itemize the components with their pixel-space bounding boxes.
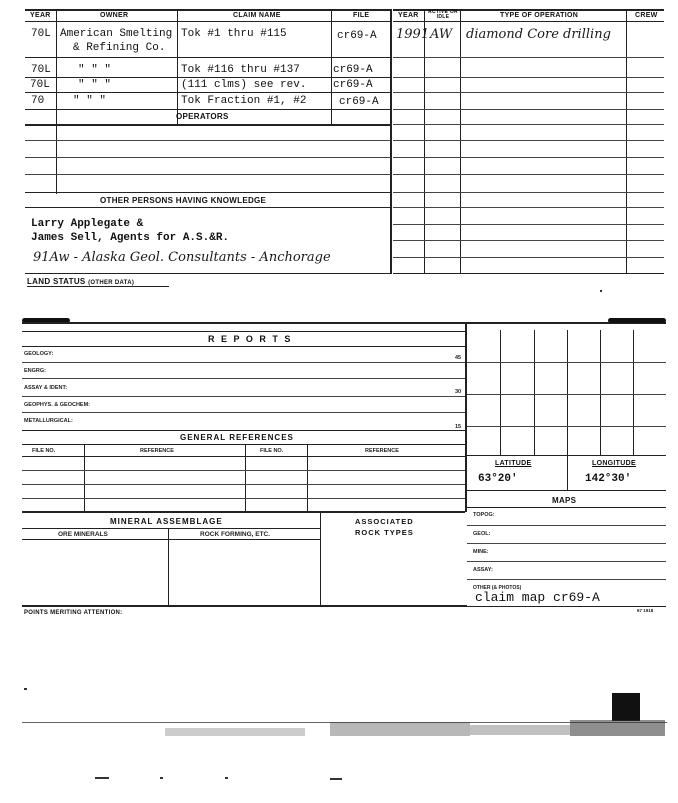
maps-geol: GEOL: (473, 531, 491, 537)
ore-minerals-label: ORE MINERALS (58, 531, 108, 538)
ops-row1-active: AW (430, 27, 453, 42)
row4-file: cr69-A (333, 79, 373, 91)
maps-assay: ASSAY: (473, 567, 493, 573)
row1-file: cr69-A (337, 30, 377, 42)
report-geology: GEOLOGY: (24, 351, 54, 357)
longitude-value: 142°30' (585, 473, 632, 485)
points-meriting-label: POINTS MERITING ATTENTION: (24, 610, 123, 616)
report-assay: ASSAY & IDENT: (24, 385, 68, 391)
row1-claim: Tok #1 thru #115 (181, 28, 287, 40)
associated-label: ASSOCIATED (355, 517, 414, 526)
maps-mine: MINE: (473, 549, 489, 555)
genref-header-ref-2: REFERENCE (365, 448, 399, 454)
mineral-assemblage-title: MINERAL ASSEMBLAGE (110, 517, 223, 526)
genref-header-ref-1: REFERENCE (140, 448, 174, 454)
row1-year: 70L (31, 28, 51, 40)
maps-topog: TOPOG: (473, 512, 495, 518)
row1-owner: American Smelting (60, 28, 173, 40)
row4-claim: (111 clms) see rev. (181, 79, 307, 91)
land-status-text: LAND STATUS (27, 277, 86, 286)
report-geophys: GEOPHYS. & GEOCHEM: (24, 402, 91, 408)
col-header-owner: OWNER (100, 12, 129, 19)
ops-row1-type: diamond Core drilling (466, 27, 611, 42)
latitude-value: 63°20' (478, 473, 518, 485)
row4-owner: " " " (78, 79, 112, 91)
reports-title: R E P O R T S (208, 334, 293, 344)
land-status-sub: (OTHER DATA) (88, 280, 135, 286)
col-header-year: YEAR (30, 12, 51, 19)
row2-owner: & Refining Co. (73, 42, 166, 54)
report-engrg: ENGRG: (24, 368, 46, 374)
other-person-1: Larry Applegate & (31, 218, 144, 230)
maps-title: MAPS (552, 496, 577, 505)
row4-year: 70L (30, 79, 50, 91)
row5-year: 70 (31, 95, 45, 107)
ops-header-crew: CREW (635, 12, 658, 19)
longitude-label: LONGITUDE (592, 460, 636, 467)
row3-file: cr69-A (333, 64, 373, 76)
report-num-30: 30 (455, 389, 462, 395)
other-persons-label: OTHER PERSONS HAVING KNOWLEDGE (100, 196, 267, 205)
rock-types-label: ROCK TYPES (355, 528, 414, 537)
other-person-2: James Sell, Agents for A.S.&R. (31, 232, 230, 244)
genref-header-file-1: FILE NO. (32, 448, 56, 454)
report-metallurgical: METALLURGICAL: (24, 418, 73, 424)
rock-forming-label: ROCK FORMING, ETC. (200, 531, 271, 538)
ops-header-type: TYPE OF OPERATION (500, 12, 579, 19)
col-header-file: FILE (353, 12, 370, 19)
row5-claim: Tok Fraction #1, #2 (181, 95, 307, 107)
report-num-15: 15 (455, 424, 462, 430)
row3-claim: Tok #116 thru #137 (181, 64, 300, 76)
maps-other-value: claim map cr69-A (475, 590, 600, 605)
row3-year: 70L (31, 64, 51, 76)
form-code: 67 1918 (637, 608, 654, 613)
ops-header-active-idle: ACTIVE OR IDLE (428, 9, 458, 20)
report-num-45: 45 (455, 355, 462, 361)
operators-label: OPERATORS (176, 112, 229, 121)
row3-owner: " " " (78, 64, 112, 76)
land-status-label (27, 277, 134, 286)
row5-owner: " " " (73, 95, 107, 107)
ops-header-year: YEAR (398, 12, 419, 19)
latitude-label: LATITUDE (495, 460, 532, 467)
handwritten-consultant-note: 91Aw - Alaska Geol. Consultants - Anchorage (33, 250, 331, 265)
genref-header-file-2: FILE NO. (260, 448, 284, 454)
row5-file: cr69-A (339, 96, 379, 108)
col-header-claim-name: CLAIM NAME (233, 12, 281, 19)
general-references-title: GENERAL REFERENCES (180, 433, 294, 442)
ops-row1-year: 1991 (396, 27, 430, 42)
maps-other-label: OTHER (& PHOTOS) (473, 585, 522, 591)
